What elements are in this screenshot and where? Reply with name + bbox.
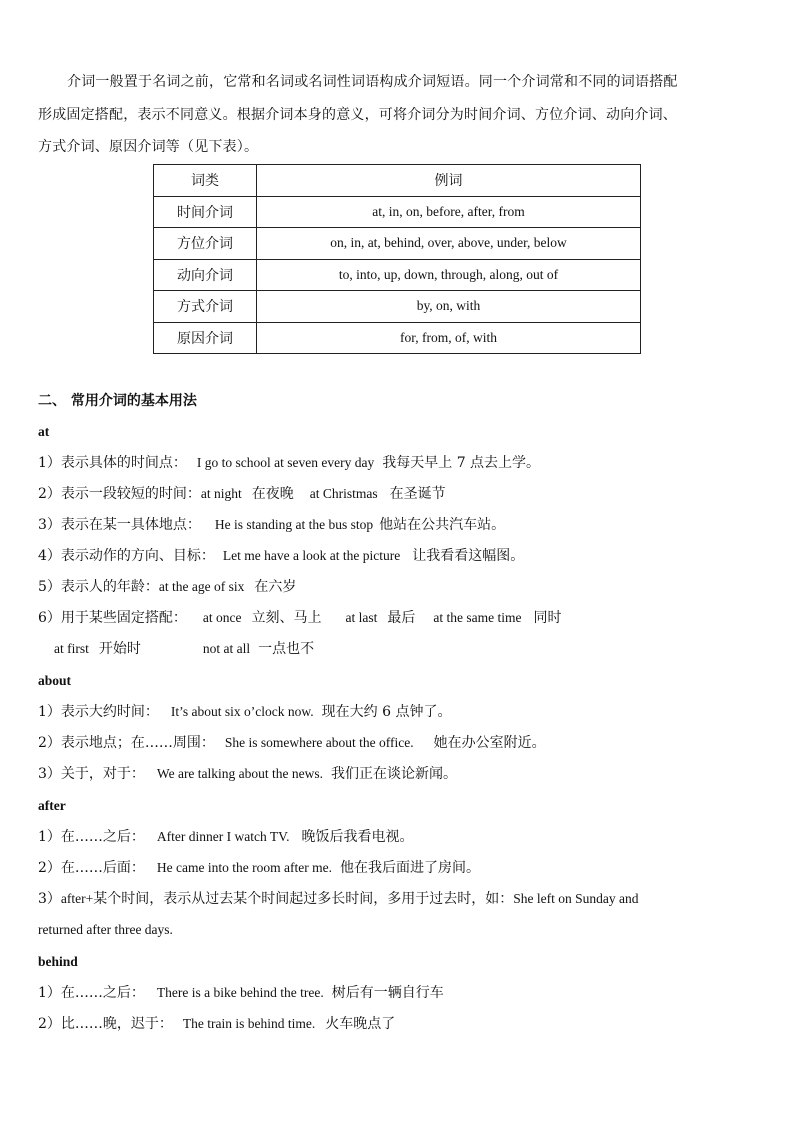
example-translation: 他在我后面进了房间。 — [339, 860, 480, 876]
table-cell-category: 时间介词 — [154, 196, 257, 228]
example-sentence: Let me have a look at the picture — [222, 548, 401, 563]
usage-line — [38, 453, 758, 473]
example-phrase: not at all — [202, 641, 251, 656]
word-heading-behind: behind — [38, 954, 78, 969]
table-header-category: 词类 — [154, 165, 257, 197]
example-sentence: returned after three days. — [38, 922, 173, 937]
intro-line-1: 介词一般置于名词之前，它常和名词或名词性词语构成介词短语。同一个介词常和不同的词语搭配 — [67, 74, 678, 90]
example-phrase: at last — [345, 610, 378, 625]
table-cell-examples: to, into, up, down, through, along, out of — [257, 259, 641, 291]
example-translation: 同时 — [533, 610, 562, 626]
usage-line — [38, 733, 758, 753]
usage-label: 4）表示动作的方向、目标： — [38, 548, 215, 564]
example-phrase: at first — [54, 641, 89, 656]
example-translation: 让我看看这幅图。 — [412, 548, 525, 564]
example-phrase: at once — [202, 610, 242, 625]
usage-line — [38, 858, 758, 878]
example-phrase: at Christmas — [309, 486, 378, 501]
usage-line — [38, 608, 758, 628]
example-translation: 最后 — [387, 610, 416, 626]
usage-line — [38, 889, 758, 909]
table-cell-category: 原因介词 — [154, 322, 257, 354]
example-translation: 我每天早上 7 点去上学。 — [382, 455, 541, 471]
usage-label: 3）表示在某一具体地点： — [38, 517, 201, 533]
table-cell-category: 方位介词 — [154, 228, 257, 260]
table-row — [154, 291, 641, 323]
intro-line-2: 形成固定搭配，表示不同意义。根据介词本身的意义，可将介词分为时间介词、方位介词、动向介词、 — [38, 107, 677, 123]
table-cell-examples: at, in, on, before, after, from — [257, 196, 641, 228]
usage-line — [38, 764, 758, 784]
preposition-table — [153, 164, 641, 354]
usage-label: 2）表示一段较短的时间： — [38, 486, 201, 502]
example-translation: 在六岁 — [254, 579, 297, 595]
example-translation: 现在大约 6 点钟了。 — [321, 704, 452, 720]
table-cell-examples: for, from, of, with — [257, 322, 641, 354]
example-translation: 立刻、马上 — [251, 610, 322, 626]
example-sentence: He came into the room after me. — [156, 860, 332, 875]
usage-line — [38, 484, 758, 504]
usage-label: 1）在……之后： — [38, 829, 145, 845]
example-translation: 开始时 — [98, 641, 141, 657]
section-title: 二、 常用介词的基本用法 — [38, 393, 197, 409]
word-heading-about: about — [38, 673, 72, 688]
intro-line-3: 方式介词、原因介词等（见下表）。 — [38, 139, 259, 155]
usage-label: 3） — [38, 891, 61, 907]
usage-description: 某个时间，表示从过去某个时间起过多长时间，多用于过去时，如： — [93, 891, 514, 907]
example-sentence: We are talking about the news. — [156, 766, 324, 781]
usage-label: 1）表示具体的时间点： — [38, 455, 187, 471]
table-row — [154, 196, 641, 228]
table-row — [154, 259, 641, 291]
table-header-examples: 例词 — [257, 165, 641, 197]
usage-line — [54, 639, 774, 659]
word-heading-at: at — [38, 424, 50, 439]
example-translation: 树后有一辆自行车 — [331, 985, 444, 1001]
example-translation: 在夜晚 — [251, 486, 294, 502]
example-sentence: She left on Sunday and — [513, 891, 639, 906]
example-sentence: She is somewhere about the office. — [224, 735, 414, 750]
usage-line — [38, 920, 758, 940]
table-cell-examples: on, in, at, behind, over, above, under, below — [257, 228, 641, 260]
example-translation: 她在办公室附近。 — [433, 735, 546, 751]
usage-label: 1）表示大约时间： — [38, 704, 159, 720]
usage-line — [38, 1014, 758, 1034]
usage-line — [38, 702, 758, 722]
example-translation: 晚饭后我看电视。 — [301, 829, 414, 845]
table-cell-examples: by, on, with — [257, 291, 641, 323]
example-translation: 我们正在谈论新闻。 — [331, 766, 458, 782]
example-phrase: at the age of six — [158, 579, 245, 594]
example-translation: 在圣诞节 — [389, 486, 446, 502]
example-sentence: He is standing at the bus stop — [214, 517, 374, 532]
usage-label: 1）在……之后： — [38, 985, 145, 1001]
table-cell-category: 动向介词 — [154, 259, 257, 291]
table-row — [154, 322, 641, 354]
usage-line — [38, 983, 758, 1003]
usage-label: 2）在……后面： — [38, 860, 145, 876]
example-translation: 火车晚点了 — [325, 1016, 396, 1032]
table-cell-category: 方式介词 — [154, 291, 257, 323]
example-phrase: at the same time — [433, 610, 522, 625]
usage-label: 2）比……晚，迟于： — [38, 1016, 173, 1032]
usage-label: 6）用于某些固定搭配： — [38, 610, 187, 626]
example-sentence: I go to school at seven every day — [196, 455, 375, 470]
example-translation: 他站在公共汽车站。 — [379, 517, 506, 533]
usage-line — [38, 827, 758, 847]
usage-label: 5）表示人的年龄： — [38, 579, 159, 595]
example-phrase: at night — [200, 486, 242, 501]
table-row — [154, 228, 641, 260]
usage-line — [38, 577, 758, 597]
usage-label: 2）表示地点；在……周围： — [38, 735, 215, 751]
usage-label: 3）关于，对于： — [38, 766, 145, 782]
example-sentence: The train is behind time. — [182, 1016, 316, 1031]
example-translation: 一点也不 — [258, 641, 315, 657]
example-sentence: It’s about six o’clock now. — [170, 704, 314, 719]
example-phrase: after+ — [60, 891, 94, 906]
example-sentence: After dinner I watch TV. — [156, 829, 290, 844]
example-sentence: There is a bike behind the tree. — [156, 985, 324, 1000]
usage-line — [38, 546, 758, 566]
word-heading-after: after — [38, 798, 66, 813]
usage-line — [38, 515, 758, 535]
table-header-row — [154, 165, 641, 197]
